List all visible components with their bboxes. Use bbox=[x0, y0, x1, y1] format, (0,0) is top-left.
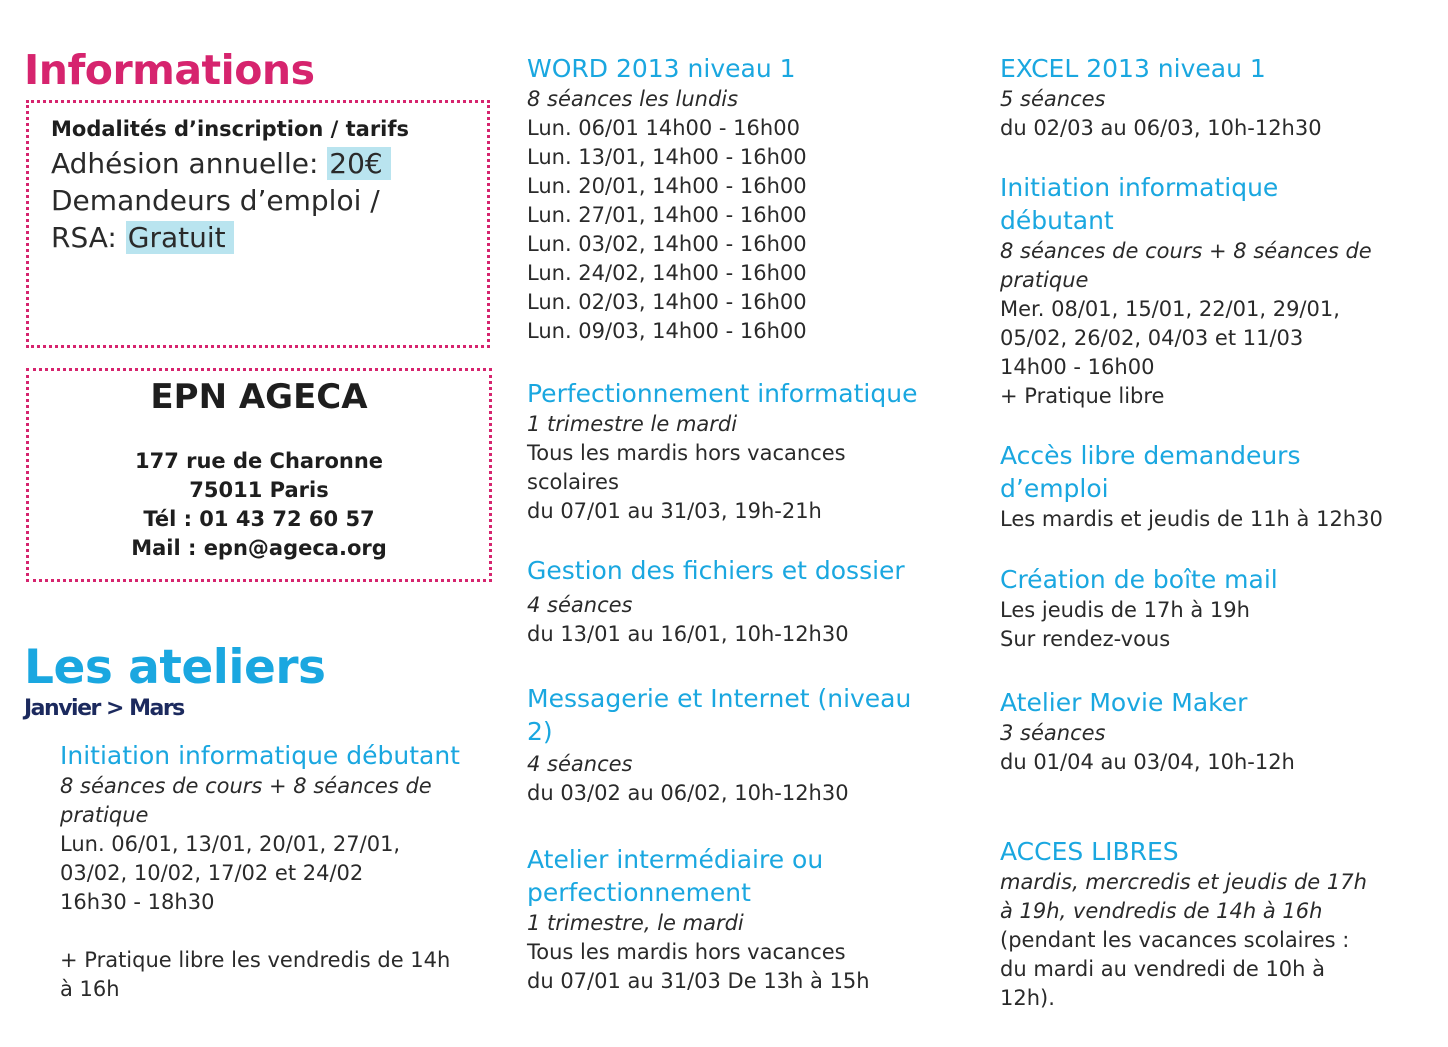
word-section bbox=[527, 52, 807, 346]
acces-demandeurs-section bbox=[1000, 439, 1383, 534]
section-title: 2) bbox=[527, 717, 553, 746]
schedule-line: Tous les mardis hors vacances bbox=[527, 441, 846, 465]
schedule-line: (pendant les vacances scolaires : bbox=[1000, 928, 1350, 952]
section-title: Gestion des fichiers et dossier bbox=[527, 556, 905, 585]
section-title: Initiation informatique bbox=[1000, 173, 1279, 202]
tarifs-box bbox=[26, 100, 490, 348]
section-subtitle: 8 séances de cours + 8 séances de bbox=[1000, 239, 1372, 263]
schedule-line: 05/02, 26/02, 04/03 et 11/03 bbox=[1000, 326, 1304, 350]
epn-mail: Mail : epn@ageca.org bbox=[131, 536, 387, 560]
intermediaire-section bbox=[527, 843, 870, 996]
schedule-line: du 07/01 au 31/03 De 13h à 15h bbox=[527, 969, 870, 993]
section-subtitle: pratique bbox=[60, 803, 149, 827]
gestion-section bbox=[527, 554, 905, 649]
section-title: ACCES LIBRES bbox=[1000, 837, 1179, 866]
schedule-line: + Pratique libre bbox=[1000, 384, 1165, 408]
schedule-line: Lun. 27/01, 14h00 - 16h00 bbox=[527, 203, 807, 227]
ateliers-heading: Les ateliers bbox=[24, 640, 326, 695]
extra-line: + Pratique libre les vendredis de 14h bbox=[60, 948, 451, 972]
section-title: WORD 2013 niveau 1 bbox=[527, 54, 796, 83]
col3-initiation-section bbox=[1000, 171, 1372, 411]
schedule-line: Lun. 20/01, 14h00 - 16h00 bbox=[527, 174, 807, 198]
schedule-line: Lun. 24/02, 14h00 - 16h00 bbox=[527, 261, 807, 285]
messagerie-section bbox=[527, 682, 911, 808]
adhesion-line bbox=[51, 147, 391, 180]
schedule-line: 16h30 - 18h30 bbox=[60, 890, 215, 914]
schedule-line: Lun. 13/01, 14h00 - 16h00 bbox=[527, 145, 807, 169]
schedule-line: du 13/01 au 16/01, 10h-12h30 bbox=[527, 622, 849, 646]
boite-mail-section bbox=[1000, 563, 1278, 654]
schedule-line: 03/02, 10/02, 17/02 et 24/02 bbox=[60, 861, 364, 885]
schedule-line: Lun. 02/03, 14h00 - 16h00 bbox=[527, 290, 807, 314]
section-subtitle: 1 trimestre le mardi bbox=[527, 412, 738, 436]
schedule-line: du 07/01 au 31/03, 19h-21h bbox=[527, 499, 822, 523]
schedule-line: Lun. 06/01 14h00 - 16h00 bbox=[527, 116, 800, 140]
section-title: Atelier intermédiaire ou bbox=[527, 845, 824, 874]
acces-libres-section bbox=[1000, 835, 1367, 1013]
section-subtitle: 3 séances bbox=[1000, 721, 1106, 745]
section-subtitle: 4 séances bbox=[527, 752, 633, 776]
section-subtitle: pratique bbox=[1000, 268, 1089, 292]
epn-contact-box bbox=[26, 368, 492, 582]
section-subtitle: 8 séances les lundis bbox=[527, 87, 739, 111]
excel-section bbox=[1000, 52, 1322, 143]
schedule-line: Lun. 06/01, 13/01, 20/01, 27/01, bbox=[60, 832, 401, 856]
section-title: Messagerie et Internet (niveau bbox=[527, 684, 912, 713]
rsa-line bbox=[51, 221, 234, 254]
perfectionnement-section bbox=[527, 377, 917, 526]
adhesion-price: 20€ bbox=[327, 147, 390, 180]
schedule-line: Tous les mardis hors vacances bbox=[527, 940, 846, 964]
section-title: Atelier Movie Maker bbox=[1000, 688, 1248, 717]
movie-maker-section bbox=[1000, 686, 1295, 777]
section-title: perfectionnement bbox=[527, 878, 751, 907]
extra-line: à 16h bbox=[60, 977, 120, 1001]
schedule-line: Mer. 08/01, 15/01, 22/01, 29/01, bbox=[1000, 297, 1340, 321]
section-subtitle: 1 trimestre, le mardi bbox=[527, 911, 744, 935]
section-title: EXCEL 2013 niveau 1 bbox=[1000, 54, 1266, 83]
tarifs-subtitle: Modalités d’inscription / tarifs bbox=[51, 117, 410, 141]
schedule-line: Sur rendez-vous bbox=[1000, 627, 1171, 651]
section-subtitle: mardis, mercredis et jeudis de 17h bbox=[1000, 870, 1367, 894]
schedule-line: du 01/04 au 03/04, 10h-12h bbox=[1000, 750, 1295, 774]
epn-city: 75011 Paris bbox=[189, 478, 329, 502]
section-title: Création de boîte mail bbox=[1000, 565, 1278, 594]
section-title: Initiation informatique débutant bbox=[60, 741, 460, 770]
section-title: Accès libre demandeurs bbox=[1000, 441, 1301, 470]
schedule-line: scolaires bbox=[527, 470, 619, 494]
schedule-line: 12h). bbox=[1000, 986, 1055, 1010]
ateliers-period: Janvier > Mars bbox=[24, 696, 184, 721]
schedule-line: du mardi au vendredi de 10h à bbox=[1000, 957, 1326, 981]
section-subtitle: 4 séances bbox=[527, 593, 633, 617]
schedule-line: 14h00 - 16h00 bbox=[1000, 355, 1155, 379]
rsa-label: RSA: bbox=[51, 221, 126, 254]
schedule-line: Lun. 09/03, 14h00 - 16h00 bbox=[527, 319, 807, 343]
section-subtitle: 5 séances bbox=[1000, 87, 1106, 111]
rsa-price: Gratuit bbox=[126, 221, 234, 254]
section-title: Perfectionnement informatique bbox=[527, 379, 918, 408]
section-subtitle: 8 séances de cours + 8 séances de bbox=[60, 774, 432, 798]
schedule-line: Lun. 03/02, 14h00 - 16h00 bbox=[527, 232, 807, 256]
informations-heading: Informations bbox=[24, 46, 315, 94]
epn-phone: Tél : 01 43 72 60 57 bbox=[143, 507, 375, 531]
schedule-line: du 03/02 au 06/02, 10h-12h30 bbox=[527, 781, 849, 805]
section-subtitle: à 19h, vendredis de 14h à 16h bbox=[1000, 899, 1323, 923]
section-title: d’emploi bbox=[1000, 474, 1109, 503]
epn-address: 177 rue de Charonne bbox=[134, 449, 384, 473]
schedule-line: Les jeudis de 17h à 19h bbox=[1000, 598, 1250, 622]
schedule-line: du 02/03 au 06/03, 10h-12h30 bbox=[1000, 116, 1322, 140]
demandeurs-line: Demandeurs d’emploi / bbox=[51, 184, 380, 217]
epn-name: EPN AGECA bbox=[150, 377, 368, 417]
schedule-line: Les mardis et jeudis de 11h à 12h30 bbox=[1000, 507, 1383, 531]
adhesion-label: Adhésion annuelle: bbox=[51, 147, 328, 180]
section-title: débutant bbox=[1000, 206, 1114, 235]
col1-initiation-section bbox=[60, 739, 460, 1004]
